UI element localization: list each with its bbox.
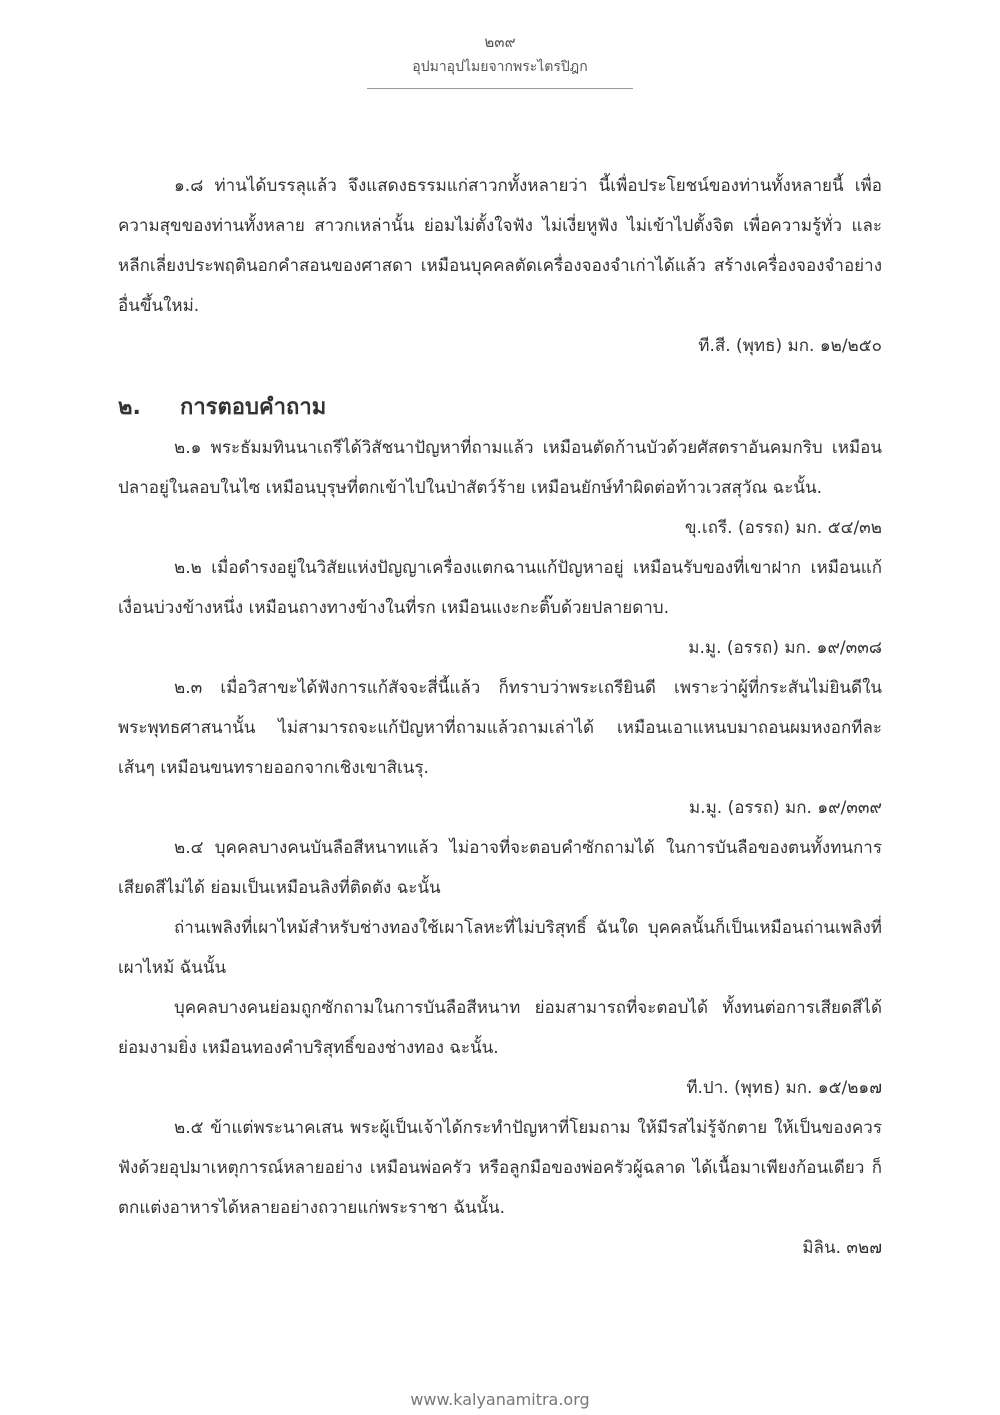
- citation-2-3: ม.มู. (อรรถ) มก. ๑๙/๓๓๙: [688, 798, 882, 818]
- citation-2-5: มิลิน. ๓๒๗: [802, 1238, 882, 1258]
- paragraph-2-4c: บุคคลบางคนย่อมถูกซักถามในการบันลือสีหนาท ย่อมสามารถที่จะตอบได้ ทั้งทนต่อการเสียดสีได้ ย่อมงามยิ่ง เหมือนทองคำบริสุทธิ์ของช่างทอง ฉะนั้น.: [118, 998, 882, 1058]
- section-number: ๒.: [118, 395, 141, 420]
- paragraph-2-4b: ถ่านเพลิงที่เผาไหม้สำหรับช่างทองใช้เผาโลหะที่ไม่บริสุทธิ์ ฉันใด บุคคลนั้นก็เป็นเหมือนถ่านเพลิงที่เผาไหม้ ฉันนั้น: [118, 918, 882, 978]
- citation-1-8: ที.สี. (พุทธ) มก. ๑๒/๒๕๐: [698, 336, 882, 356]
- paragraph-2-4a: ๒.๔ บุคคลบางคนบันลือสีหนาทแล้ว ไม่อาจที่จะตอบคำซักถามได้ ในการบันลือของตนทั้งทนการเสียดสีไม่ได้ ย่อมเป็นเหมือนลิงที่ติดตัง ฉะนั้น: [118, 838, 882, 898]
- section-title: การตอบคำถาม: [180, 395, 327, 420]
- footer-website: www.kalyanamitra.org: [410, 1390, 590, 1409]
- citation-2-2: ม.มู. (อรรถ) มก. ๑๙/๓๓๘: [688, 638, 882, 658]
- header-divider: [367, 88, 633, 89]
- citation-2-4: ที.ปา. (พุทธ) มก. ๑๕/๒๑๗: [686, 1078, 882, 1098]
- section-heading: [118, 388, 882, 428]
- page-body: [118, 166, 882, 1268]
- paragraph-2-5: ๒.๕ ข้าแต่พระนาคเสน พระผู้เป็นเจ้าได้กระทำปัญหาที่โยมถาม ให้มีรสไม่รู้จักตาย ให้เป็นของควรฟังด้วยอุปมาเหตุการณ์หลายอย่าง เหมือนพ่อครัว หรือลูกมือของพ่อครัวผู้ฉลาด ได้เนื้อมาเพียงก้อนเดียว ก็ตกแต่งอาหารได้หลายอย่างถวายแก่พระราชา ฉันนั้น.: [118, 1118, 882, 1218]
- paragraph-1-8: ๑.๘ ท่านได้บรรลุแล้ว จึงแสดงธรรมแก่สาวกทั้งหลายว่า นี้เพื่อประโยชน์ของท่านทั้งหลายนี้ เพื่อความสุขของท่านทั้งหลาย สาวกเหล่านั้น ย่อมไม่ตั้งใจฟัง ไม่เงี่ยหูฟัง ไม่เข้าไปตั้งจิต เพื่อความรู้ทั่ว และหลีกเลี่ยงประพฤตินอกคำสอนของศาสดา เหมือนบุคคลตัดเครื่องจองจำเก่าได้แล้ว สร้างเครื่องจองจำอย่างอื่นขึ้นใหม่.: [118, 176, 882, 316]
- book-title: อุปมาอุปไมยจากพระไตรปิฎก: [412, 59, 588, 75]
- page-header: [0, 30, 1000, 89]
- paragraph-2-3: ๒.๓ เมื่อวิสาขะได้ฟังการแก้สัจจะสี่นี้แล้ว ก็ทราบว่าพระเถรียินดี เพราะว่าผู้ที่กระสันไม่ยินดีในพระพุทธศาสนานั้น ไม่สามารถจะแก้ปัญหาที่ถามแล้วถามเล่าได้ เหมือนเอาแหนบมาถอนผมหงอกทีละเส้นๆ เหมือนขนทรายออกจากเชิงเขาสิเนรุ.: [118, 678, 882, 778]
- page-number: ๒๓๙: [484, 33, 516, 51]
- paragraph-2-1: ๒.๑ พระธัมมทินนาเถรีได้วิสัชนาปัญหาที่ถามแล้ว เหมือนตัดก้านบัวด้วยศัสตราอันคมกริบ เหมือนปลาอยู่ในลอบในไซ เหมือนบุรุษที่ตกเข้าไปในป่าสัตว์ร้าย เหมือนยักษ์ทำผิดต่อท้าวเวสสุวัณ ฉะนั้น.: [118, 438, 882, 498]
- paragraph-2-2: ๒.๒ เมื่อดำรงอยู่ในวิสัยแห่งปัญญาเครื่องแตกฉานแก้ปัญหาอยู่ เหมือนรับของที่เขาฝาก เหมือนแก้เงื่อนบ่วงข้างหนึ่ง เหมือนถางทางข้างในที่รก เหมือนแงะกะติ๊บด้วยปลายดาบ.: [118, 558, 882, 618]
- citation-2-1: ขุ.เถรี. (อรรถ) มก. ๕๔/๓๒: [684, 518, 882, 538]
